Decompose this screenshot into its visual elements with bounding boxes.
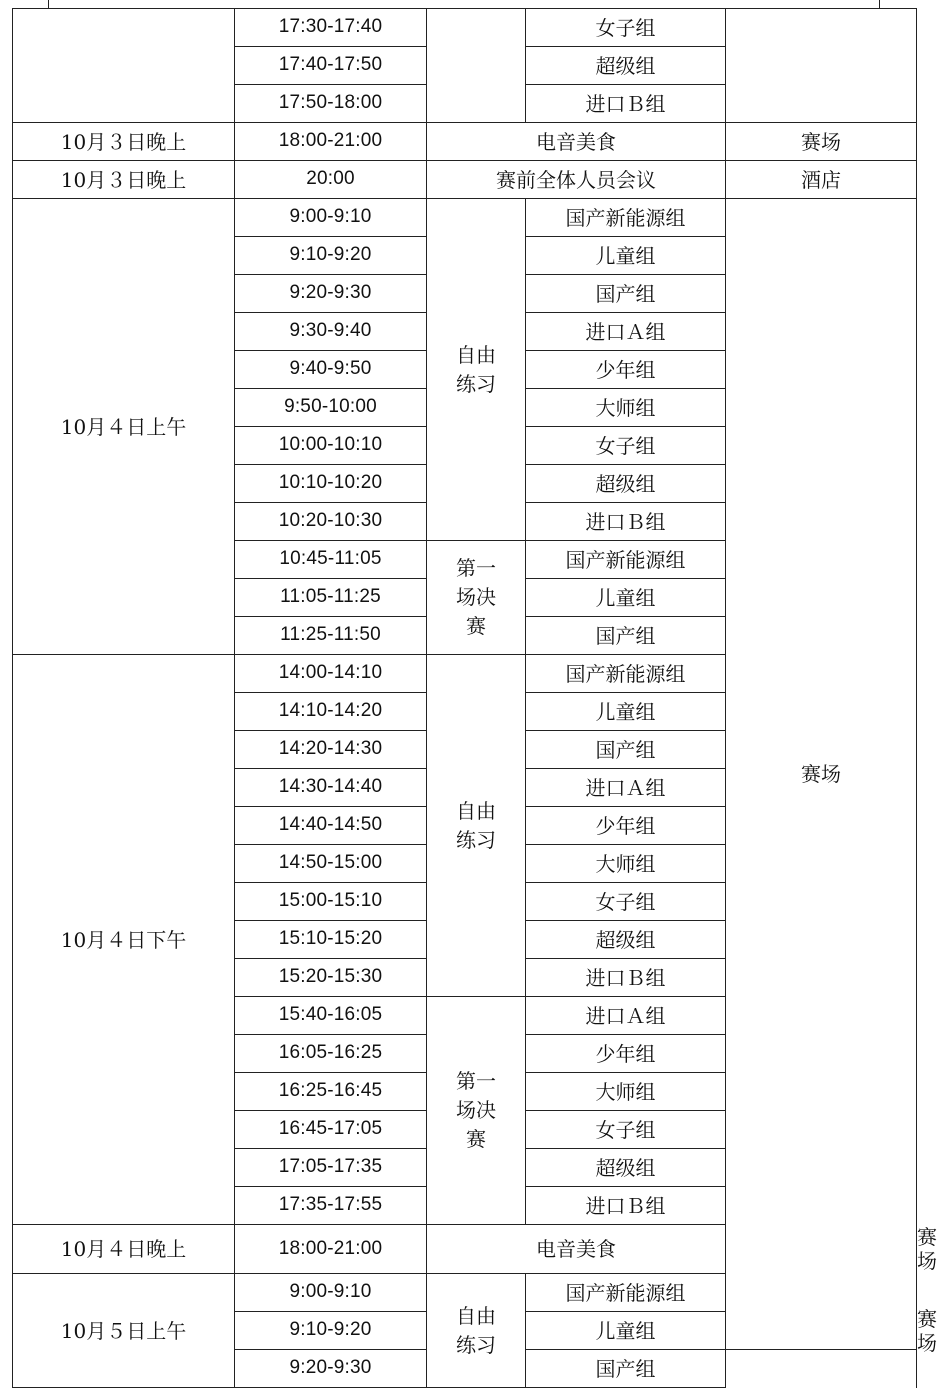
venue-cell: 酒店 <box>726 161 917 199</box>
time-cell: 17:05-17:35 <box>235 1149 427 1187</box>
group-cell: 女子组 <box>526 427 726 465</box>
table-row: 10月４日晚上 18:00-21:00 电音美食 赛场 <box>13 1225 917 1274</box>
phase-cell-final <box>427 997 526 1225</box>
time-cell: 9:50-10:00 <box>235 389 427 427</box>
group-cell: 超级组 <box>526 1149 726 1187</box>
phase-label: 自由练习 <box>456 342 496 396</box>
group-cell: 国产组 <box>526 731 726 769</box>
time-cell: 17:50-18:00 <box>235 85 427 123</box>
time-cell: 15:20-15:30 <box>235 959 427 997</box>
phase-label: 第一场决赛 <box>456 1069 496 1151</box>
group-cell: 国产新能源组 <box>526 1274 726 1312</box>
time-cell: 9:00-9:10 <box>235 199 427 237</box>
venue-cell: 赛场 <box>726 199 917 1350</box>
time-cell: 14:10-14:20 <box>235 693 427 731</box>
phase-cell-practice <box>427 199 526 541</box>
time-cell: 18:00-21:00 <box>235 1225 427 1274</box>
group-cell: 国产新能源组 <box>526 541 726 579</box>
time-cell: 18:00-21:00 <box>235 123 427 161</box>
time-cell: 9:40-9:50 <box>235 351 427 389</box>
group-cell: 超级组 <box>526 921 726 959</box>
group-cell: 儿童组 <box>526 237 726 275</box>
time-cell: 9:20-9:30 <box>235 275 427 313</box>
time-cell: 11:25-11:50 <box>235 617 427 655</box>
group-cell: 国产新能源组 <box>526 199 726 237</box>
table-row <box>13 123 917 161</box>
time-cell: 17:30-17:40 <box>235 9 427 47</box>
phase-label: 自由练习 <box>456 1303 496 1357</box>
time-cell: 9:10-9:20 <box>235 1312 427 1350</box>
time-cell: 16:05-16:25 <box>235 1035 427 1073</box>
group-cell: 超级组 <box>526 47 726 85</box>
group-cell: 大师组 <box>526 389 726 427</box>
group-cell: 进口Ａ组 <box>526 769 726 807</box>
date-cell: 10月３日晚上 <box>13 123 235 161</box>
group-cell: 进口Ｂ组 <box>526 959 726 997</box>
phase-cell-empty <box>427 9 526 123</box>
table-top-continuation <box>48 0 880 8</box>
group-cell: 进口Ａ组 <box>526 313 726 351</box>
group-cell: 少年组 <box>526 351 726 389</box>
group-cell: 进口Ｂ组 <box>526 1187 726 1225</box>
group-cell: 女子组 <box>526 9 726 47</box>
activity-cell: 赛前全体人员会议 <box>427 161 726 199</box>
activity-cell: 电音美食 <box>427 123 726 161</box>
time-cell: 14:40-14:50 <box>235 807 427 845</box>
date-cell-empty <box>13 9 235 123</box>
group-cell: 国产组 <box>526 617 726 655</box>
group-cell: 大师组 <box>526 1073 726 1111</box>
time-cell: 10:00-10:10 <box>235 427 427 465</box>
time-cell: 11:05-11:25 <box>235 579 427 617</box>
group-cell: 进口Ｂ组 <box>526 85 726 123</box>
time-cell: 15:10-15:20 <box>235 921 427 959</box>
activity-cell: 电音美食 <box>427 1225 726 1274</box>
group-cell: 进口Ｂ组 <box>526 503 726 541</box>
time-cell: 15:00-15:10 <box>235 883 427 921</box>
group-cell: 国产组 <box>526 1350 726 1388</box>
time-cell: 20:00 <box>235 161 427 199</box>
table-row <box>13 9 917 47</box>
group-cell: 女子组 <box>526 883 726 921</box>
date-cell: 10月５日上午 <box>13 1274 235 1388</box>
group-cell: 国产新能源组 <box>526 655 726 693</box>
group-cell: 大师组 <box>526 845 726 883</box>
venue-cell: 赛场 <box>726 123 917 161</box>
time-cell: 9:10-9:20 <box>235 237 427 275</box>
time-cell: 10:45-11:05 <box>235 541 427 579</box>
time-cell: 16:45-17:05 <box>235 1111 427 1149</box>
group-cell: 儿童组 <box>526 1312 726 1350</box>
time-cell: 14:20-14:30 <box>235 731 427 769</box>
group-cell: 国产组 <box>526 275 726 313</box>
time-cell: 17:40-17:50 <box>235 47 427 85</box>
date-cell: 10月３日晚上 <box>13 161 235 199</box>
group-cell: 女子组 <box>526 1111 726 1149</box>
time-cell: 15:40-16:05 <box>235 997 427 1035</box>
time-cell: 9:20-9:30 <box>235 1350 427 1388</box>
phase-label: 第一场决赛 <box>456 556 496 638</box>
date-cell: 10月４日上午 <box>13 199 235 655</box>
time-cell: 16:25-16:45 <box>235 1073 427 1111</box>
phase-label: 自由练习 <box>456 798 496 852</box>
table-row: 10月５日上午 9:00-9:10 自由练习 国产新能源组 赛场 <box>13 1274 917 1312</box>
group-cell: 少年组 <box>526 807 726 845</box>
time-cell: 9:00-9:10 <box>235 1274 427 1312</box>
schedule-table <box>12 8 937 1388</box>
group-cell: 进口Ａ组 <box>526 997 726 1035</box>
date-cell: 10月４日晚上 <box>13 1225 235 1274</box>
group-cell: 儿童组 <box>526 693 726 731</box>
time-cell: 14:30-14:40 <box>235 769 427 807</box>
group-cell: 少年组 <box>526 1035 726 1073</box>
phase-cell-practice <box>427 655 526 997</box>
table-row <box>13 199 917 237</box>
group-cell: 超级组 <box>526 465 726 503</box>
time-cell: 14:00-14:10 <box>235 655 427 693</box>
group-cell: 儿童组 <box>526 579 726 617</box>
time-cell: 9:30-9:40 <box>235 313 427 351</box>
date-cell: 10月４日下午 <box>13 655 235 1225</box>
time-cell: 10:10-10:20 <box>235 465 427 503</box>
venue-cell-empty <box>726 9 917 123</box>
time-cell: 10:20-10:30 <box>235 503 427 541</box>
table-row <box>13 161 917 199</box>
time-cell: 17:35-17:55 <box>235 1187 427 1225</box>
time-cell: 14:50-15:00 <box>235 845 427 883</box>
phase-cell-final <box>427 541 526 655</box>
phase-cell-practice <box>427 1274 526 1388</box>
